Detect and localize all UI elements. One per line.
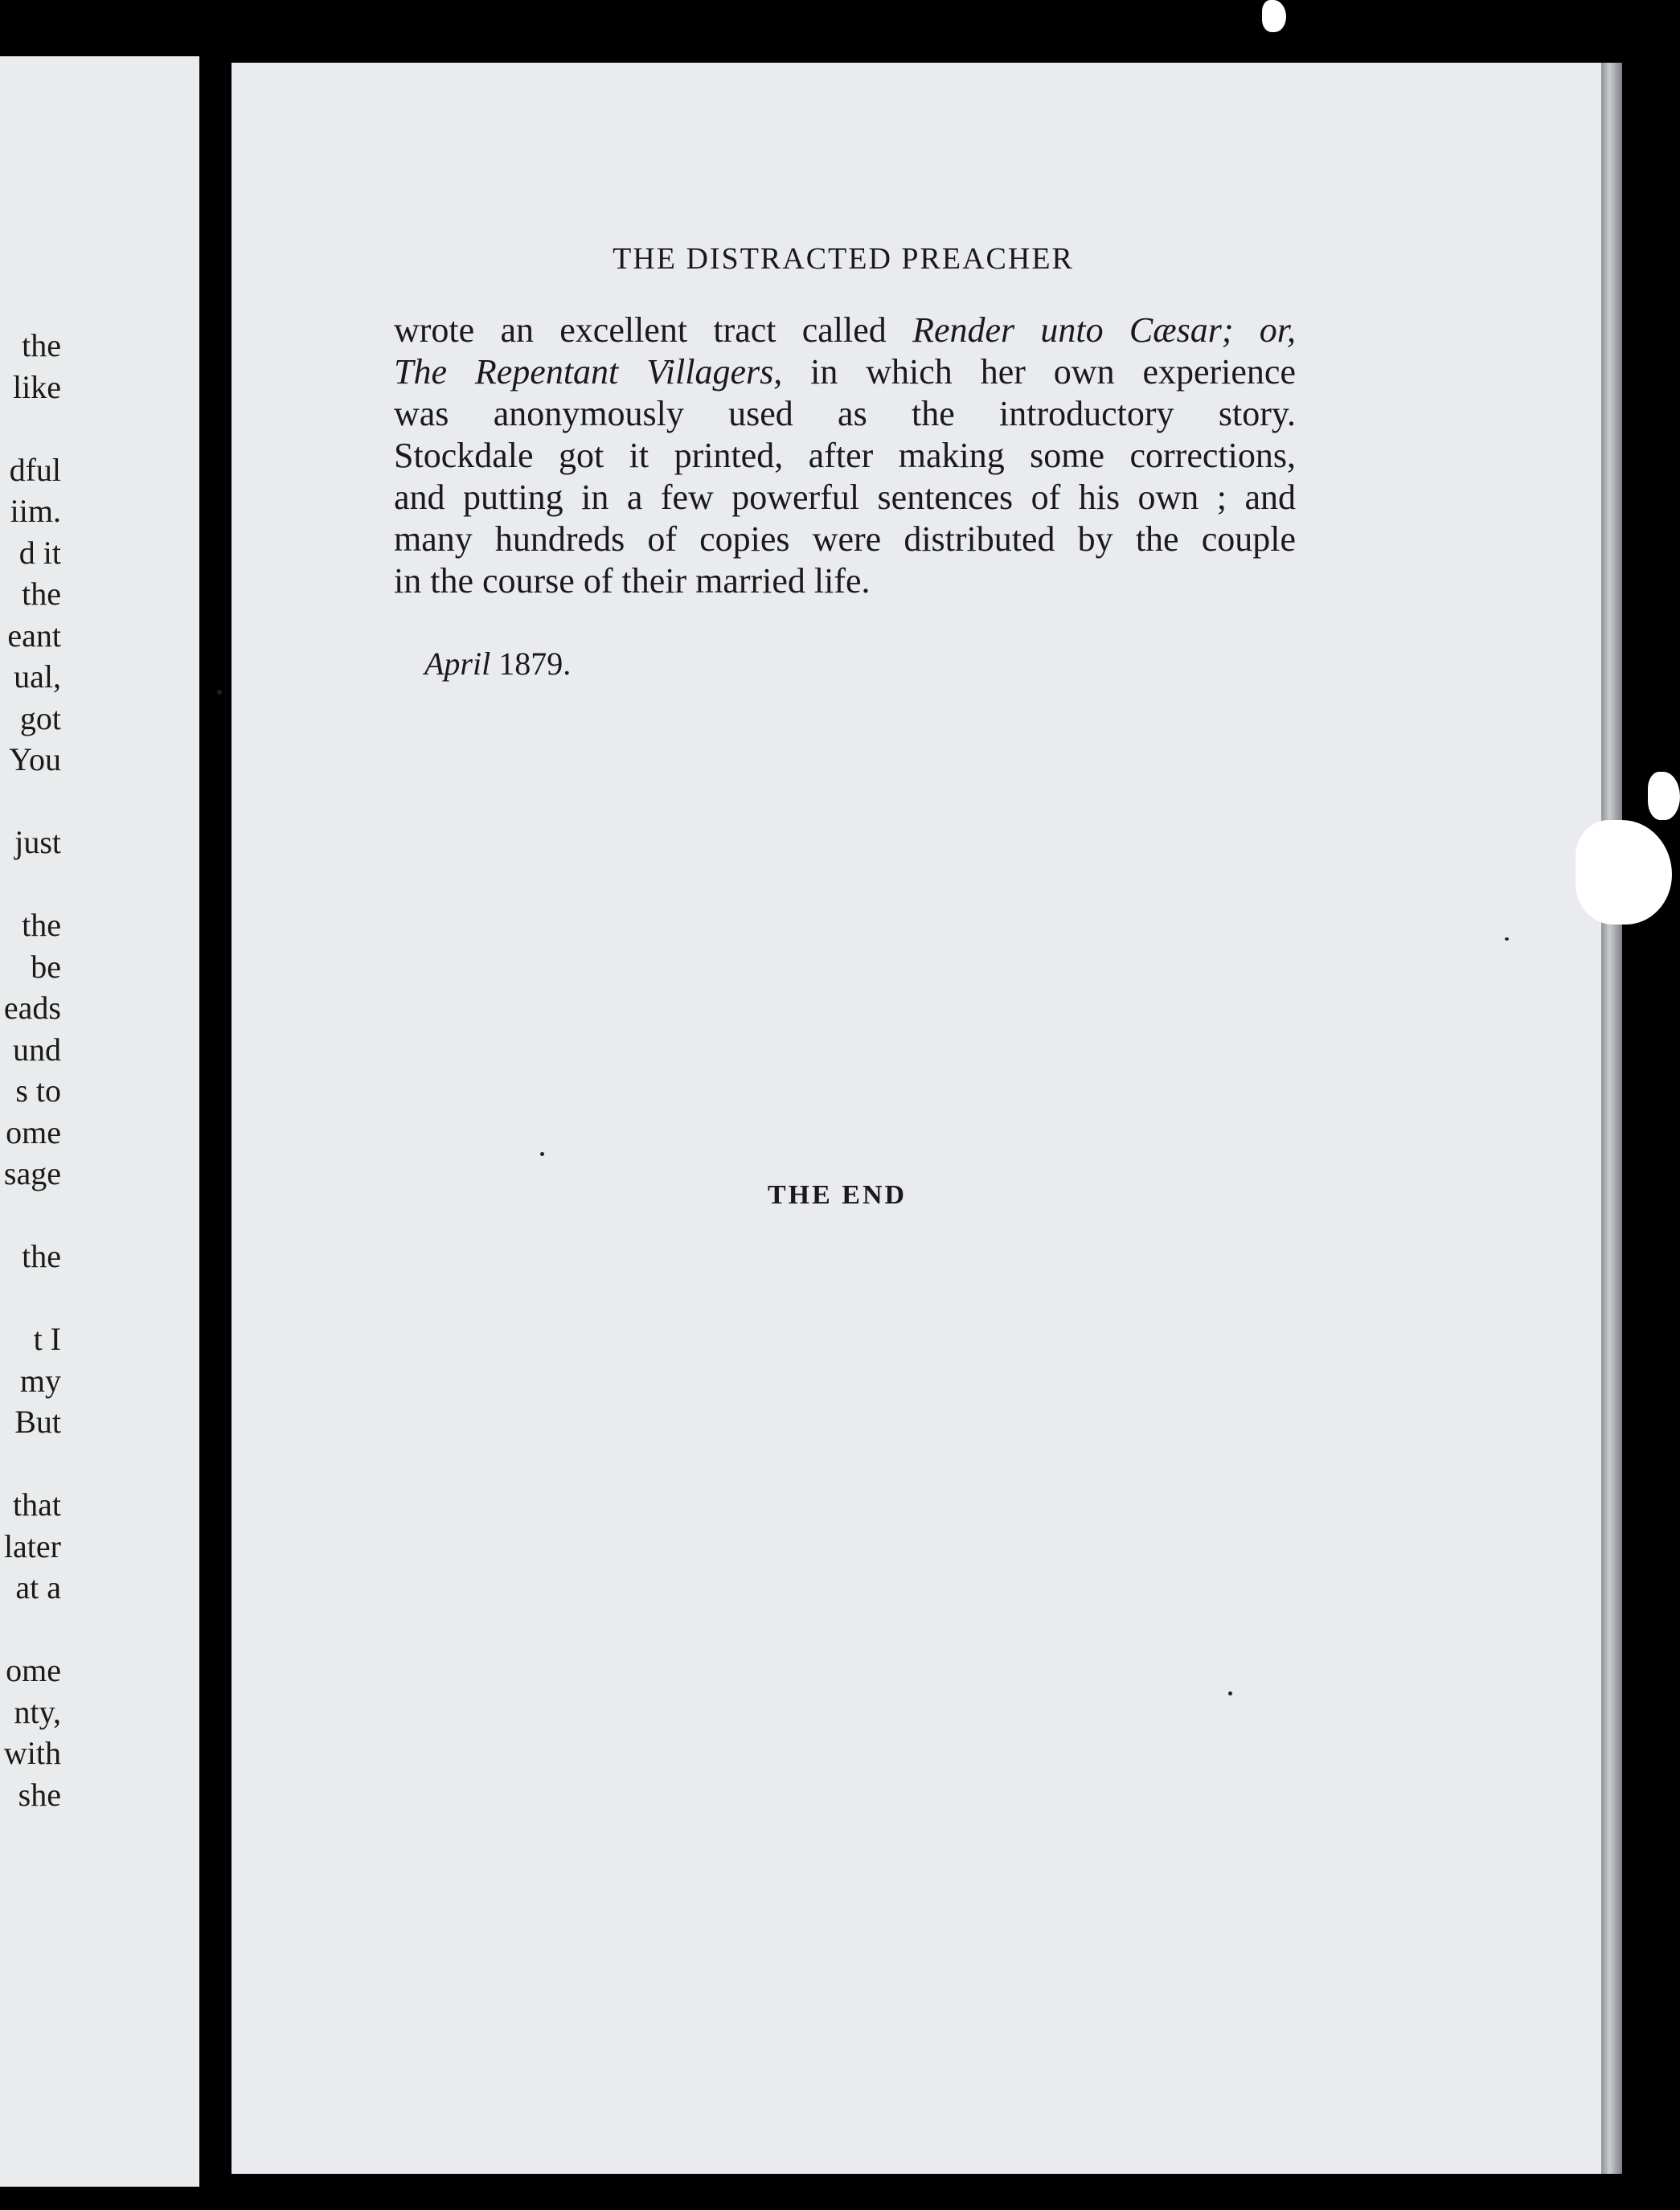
facing-page-line-fragment: s to: [15, 1072, 61, 1109]
facing-page-line-fragment: eads: [3, 990, 61, 1026]
facing-page-line-fragment: und: [13, 1031, 61, 1068]
facing-page-line-fragment: You: [9, 741, 61, 777]
dust-speck: [540, 1152, 544, 1156]
text-line: Stockdale got it printed, after making some corrections,: [394, 436, 1296, 475]
page-edge-shadow: [1601, 63, 1622, 2174]
paper-tear: [1648, 772, 1680, 820]
facing-page-line-fragment: dful: [9, 452, 61, 488]
text-line: and putting in a few powerful sentences of his own ; and: [394, 478, 1296, 517]
dateline-year: 1879.: [490, 646, 572, 682]
facing-page-line-fragment: ual,: [14, 658, 61, 695]
running-head: THE DISTRACTED PREACHER: [613, 242, 1074, 276]
dust-speck: [1228, 1691, 1232, 1695]
facing-page-line-fragment: ome: [6, 1652, 61, 1688]
body-paragraph: [394, 310, 1296, 602]
the-end-label: THE END: [768, 1180, 908, 1210]
facing-page-line-fragment: nty,: [14, 1694, 61, 1730]
facing-page-line-fragment: at a: [15, 1569, 61, 1605]
facing-page-line-fragment: that: [13, 1486, 61, 1523]
facing-page-line-fragment: sage: [3, 1155, 61, 1191]
facing-page-line-fragment: the: [22, 327, 61, 363]
text-line: wrote an excellent tract called Render unto Cæsar; or,: [394, 310, 1296, 350]
facing-page-line-fragment: be: [31, 949, 61, 985]
facing-page-line-fragment: the: [22, 576, 61, 612]
facing-page-line-fragment: my: [19, 1363, 61, 1399]
facing-page-line-fragment: later: [3, 1528, 61, 1564]
dateline: [424, 645, 571, 683]
facing-page-line-fragment: the: [22, 1238, 61, 1274]
facing-page-line-fragment: got: [19, 700, 61, 736]
text-line: many hundreds of copies were distributed by the couple: [394, 519, 1296, 559]
dust-speck: [1505, 937, 1509, 941]
facing-page-line-fragment: But: [14, 1404, 61, 1440]
paper-tear: [1576, 820, 1672, 925]
paper-tear: [1262, 0, 1286, 32]
dust-speck: [217, 690, 222, 695]
facing-page-line-fragment: d it: [18, 535, 61, 571]
facing-page-line-fragment: like: [13, 369, 61, 405]
facing-page-line-fragment: the: [22, 907, 61, 943]
facing-page-line-fragment: iim.: [10, 493, 61, 529]
facing-page-line-fragment: ome: [6, 1114, 61, 1150]
facing-page-line-fragment: eant: [7, 617, 61, 654]
facing-page-line-fragment: she: [18, 1777, 61, 1813]
facing-page-line-fragment: just: [14, 824, 61, 860]
facing-page-line-fragment: t I: [33, 1321, 61, 1357]
text-line: in the course of their married life.: [394, 561, 871, 601]
facing-page-line-fragment: with: [3, 1735, 61, 1771]
text-line: was anonymously used as the introductory story.: [394, 394, 1296, 433]
facing-page-left: [0, 56, 199, 2187]
dateline-month: April: [424, 646, 491, 682]
text-line: The Repentant Villagers, in which her own experience: [394, 352, 1296, 392]
